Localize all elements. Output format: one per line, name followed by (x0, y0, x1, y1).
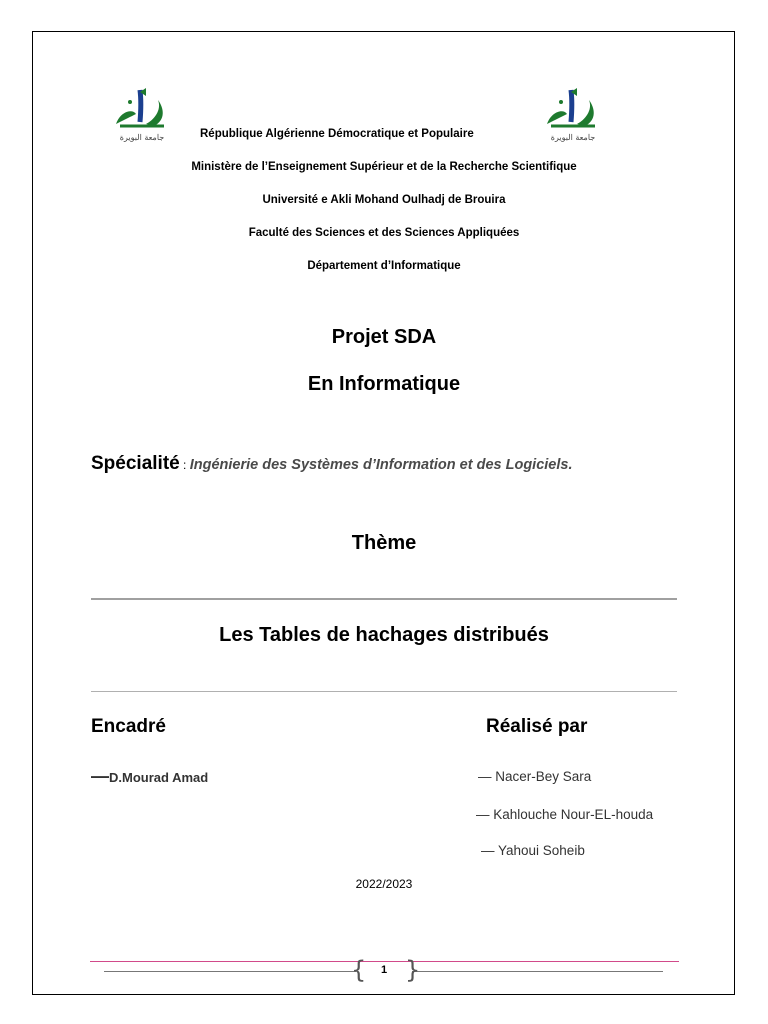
academic-year: 2022/2023 (355, 877, 413, 891)
logo-caption: جامعة البويرة (119, 133, 165, 142)
left-brace-icon: { (351, 956, 367, 984)
speciality-line (91, 453, 572, 475)
speciality-colon: : (179, 458, 190, 472)
theme-label: Thème (351, 532, 417, 554)
university-logo-left (110, 86, 174, 142)
speciality-value: Ingénierie des Systèmes d’Information et des Logiciels. (189, 457, 573, 473)
header-faculty: Faculté des Sciences et des Sciences Appliquées (248, 227, 520, 239)
supervisor-entry (91, 766, 208, 787)
right-brace-icon: } (405, 956, 421, 984)
header-ministry: Ministère de l’Enseignement Supérieur et de la Recherche Scientifique (191, 161, 577, 173)
project-title: Projet SDA (331, 326, 437, 348)
footer-gray-rule-right (412, 971, 663, 972)
theme-top-rule (91, 598, 677, 600)
supervisor-name: D.Mourad Amad (109, 770, 209, 785)
header-department: Département d’Informatique (307, 260, 461, 272)
authors-heading: Réalisé par (486, 716, 588, 737)
theme-title: Les Tables de hachages distribués (219, 624, 549, 646)
page-number: 1 (380, 964, 388, 976)
university-logo-right (541, 86, 605, 142)
logo-emblem-icon (110, 86, 174, 132)
project-field: En Informatique (307, 373, 461, 395)
logo-caption: جامعة البويرة (550, 133, 596, 142)
header-republic: République Algérienne Démocratique et Populaire (200, 128, 474, 140)
theme-bottom-rule (91, 691, 677, 692)
author-item: — Kahlouche Nour-EL-houda (476, 807, 654, 822)
author-item: — Nacer-Bey Sara (478, 769, 592, 784)
author-item: — Yahoui Soheib (481, 843, 585, 858)
footer-gray-rule-left (104, 971, 356, 972)
page-border (32, 31, 735, 995)
header-university: Université e Akli Mohand Oulhadj de Brouira (262, 194, 506, 206)
speciality-label: Spécialité (91, 453, 180, 474)
supervisor-heading: Encadré (91, 716, 166, 737)
logo-emblem-icon (541, 86, 605, 132)
supervisor-dash: — (91, 766, 109, 786)
